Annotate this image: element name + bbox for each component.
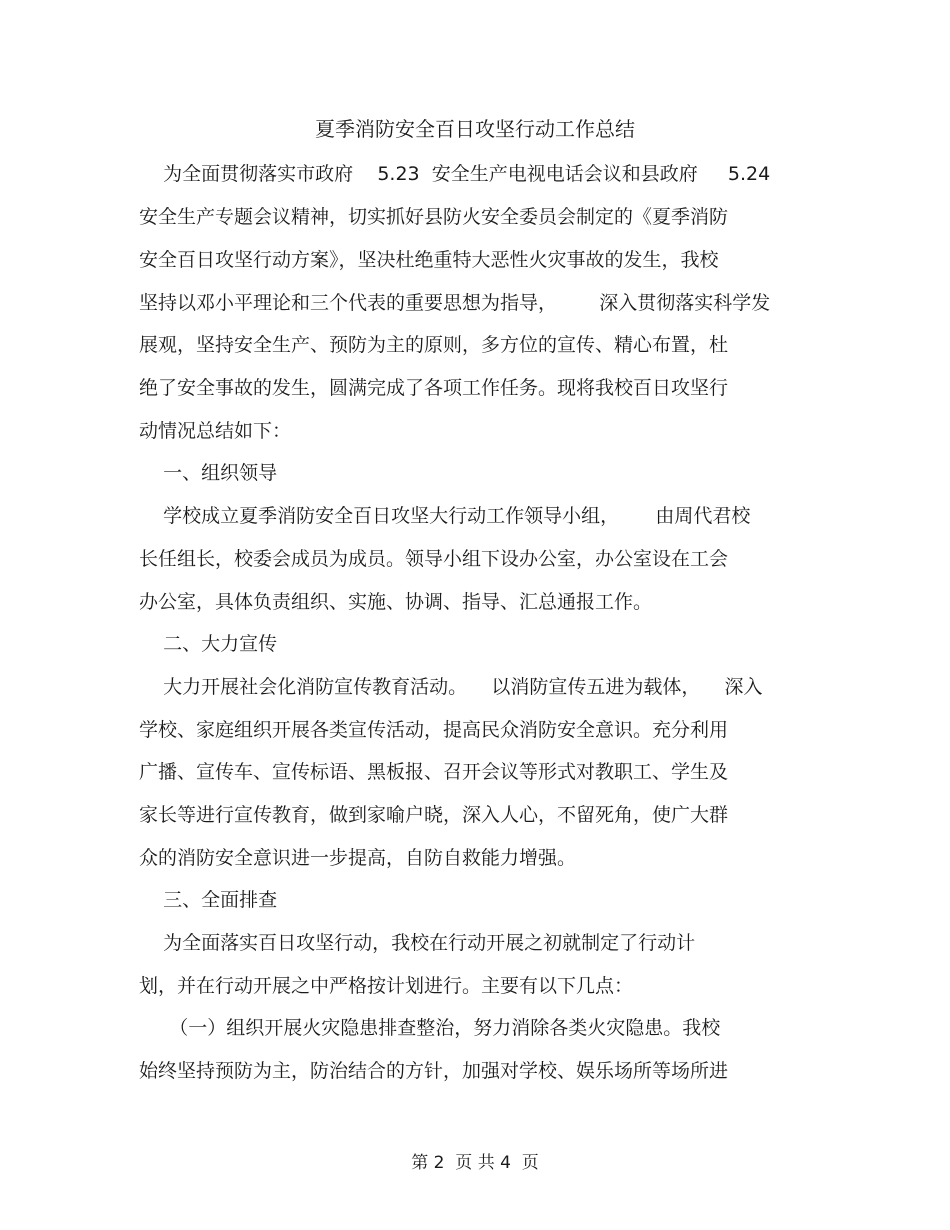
body-line: 始终坚持预防为主，防治结合的方针，加强对学校、娱乐场所等场所进 [139,1060,729,1082]
body-line: 学校、家庭组织开展各类宣传活动，提高民众消防安全意识。充分利用 [139,719,729,741]
body-line: 安全生产专题会议精神，切实抓好县防火安全委员会制定的《夏季消防 [139,206,729,228]
page-number-footer: 第 2 页 共 4 页 [411,1153,539,1173]
body-line: 学校成立夏季消防安全百日攻坚大行动工作领导小组， 由周代君校 [139,505,751,527]
body-line: 为全面落实百日攻坚行动，我校在行动开展之初就制定了行动计 [139,932,696,954]
body-line: 动情况总结如下： [139,420,292,442]
body-line: 广播、宣传车、宣传标语、黑板报、召开会议等形式对教职工、学生及 [139,761,729,783]
document-title: 夏季消防安全百日攻坚行动工作总结 [315,117,635,141]
body-line: 展观，坚持安全生产、预防为主的原则，多方位的宣传、精心布置，杜 [139,334,729,356]
body-line: 家长等进行宣传教育，做到家喻户晓，深入人心，不留死角，使广大群 [139,804,729,826]
body-line: 大力开展社会化消防宣传教育活动。 以消防宣传五进为载体， 深入 [139,676,763,698]
body-line: 办公室，具体负责组织、实施、协调、指导、汇总通报工作。 [139,591,653,613]
body-line: （一）组织开展火灾隐患排查整治，努力消除各类火灾隐患。我校 [139,1017,721,1039]
section-heading: 二、大力宣传 [139,633,278,655]
section-heading: 一、组织领导 [139,462,278,484]
body-line: 绝了安全事故的发生，圆满完成了各项工作任务。现将我校百日攻坚行 [139,377,729,399]
section-heading: 三、全面排查 [139,889,278,911]
body-line: 坚持以邓小平理论和三个代表的重要思想为指导， 深入贯彻落实科学发 [139,292,771,314]
body-line: 长任组长，校委会成员为成员。领导小组下设办公室，办公室设在工会 [139,548,729,570]
body-line: 划，并在行动开展之中严格按计划进行。主要有以下几点： [139,975,634,997]
body-line: 安全百日攻坚行动方案》，坚决杜绝重特大恶性火灾事故的发生，我校 [139,249,719,271]
body-line: 众的消防安全意识进一步提高，自防自救能力增强。 [139,847,577,869]
body-line: 为全面贯彻落实市政府 5.23 安全生产电视电话会议和县政府 5.24 [139,163,771,185]
